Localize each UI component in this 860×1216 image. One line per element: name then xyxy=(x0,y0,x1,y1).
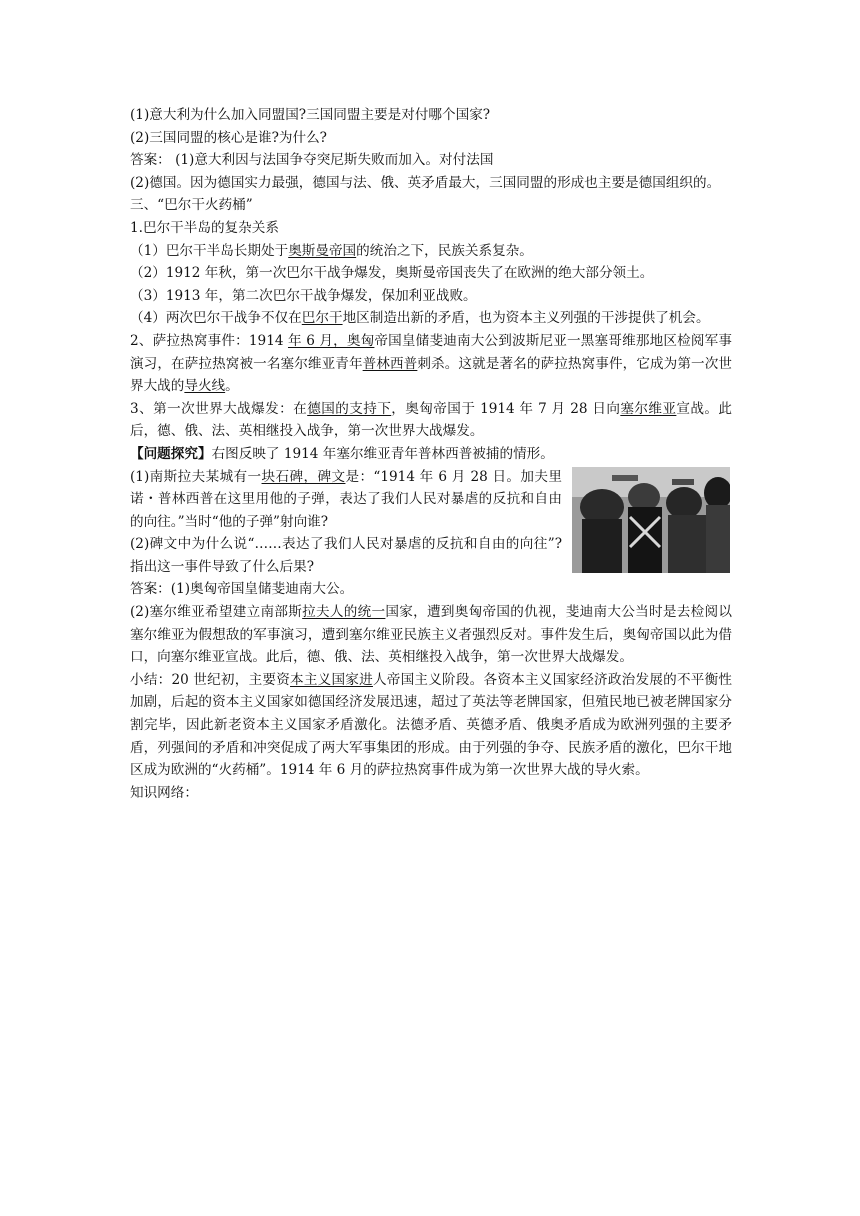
inquiry-answer-1: 答案：(1)奥匈帝国皇储斐迪南大公。 xyxy=(130,581,354,598)
underlined-term: 导火线 xyxy=(184,378,226,395)
underlined-term: 巴尔干 xyxy=(301,310,343,327)
answer-label: 答案： xyxy=(130,152,171,169)
question-2: (2)三国同盟的核心是谁?为什么? xyxy=(130,129,327,146)
underlined-term: 块石碑，碑文 xyxy=(261,468,346,485)
underlined-term: 德国的支持下 xyxy=(307,400,392,417)
answer-1: 答案： (1)意大利因与法国争夺突尼斯失败而加入。对付法国 xyxy=(130,152,494,169)
list-item: （4）两次巴尔干战争不仅在巴尔干地区制造出新的矛盾，也为资本主义列强的干涉提供了机会。 xyxy=(130,310,710,327)
underlined-term: 塞尔维亚 xyxy=(620,400,677,417)
inquiry-title: 【问题探究】右图反映了 1914 年塞尔维亚青年普林西普被捕的情形。 xyxy=(130,445,554,462)
section-heading: 三、“巴尔干火药桶” xyxy=(130,197,253,214)
underlined-term: 本主义国家进 xyxy=(290,671,373,688)
knowledge-network-label: 知识网络： xyxy=(130,784,198,801)
underlined-term: 拉夫人的统一 xyxy=(302,604,386,621)
underlined-term: 普林西普 xyxy=(362,355,418,372)
inquiry-question-1: (1)南斯拉夫某城有一块石碑，碑文是：“1914 年 6 月 28 日。加夫里诺・普林西普在这里用他的子弹，表达了我们人民对暴虐的反抗和自由的向往。”当时“他的子弹”射向谁? xyxy=(130,468,562,530)
inquiry-answer-2: (2)塞尔维亚希望建立南部斯拉夫人的统一国家，遭到奥匈帝国的仇视，斐迪南大公当时是去检阅以塞尔维亚为假想敌的军事演习，遭到塞尔维亚民族主义者强烈反对。事件发生后，奥匈帝国以此为借口，向塞尔维亚宣战。此后，德、俄、法、英相继投入战争，第一次世界大战爆发。 xyxy=(130,604,733,666)
list-item: （2）1912 年秋，第一次巴尔干战争爆发，奥斯曼帝国丧失了在欧洲的绝大部分领土。 xyxy=(130,265,654,282)
inquiry-question-2: (2)碑文中为什么说“……表达了我们人民对暴虐的反抗和自由的向往”?指出这一事件导致了什么后果? xyxy=(130,536,562,575)
subheading-balkan-relations: 1.巴尔干半岛的复杂关系 xyxy=(130,219,279,236)
inquiry-text xyxy=(130,466,562,579)
arrest-photo xyxy=(572,467,730,573)
sarajevo-paragraph: 2、萨拉热窝事件：1914 年 6 月，奥匈帝国皇储斐迪南大公到波斯尼亚一黑塞哥维那地区检阅军事演习，在萨拉热窝被一名塞尔维亚青年普林西普刺杀。这就是著名的萨拉热窝事件，它成为第一次世界大战的导火线。 xyxy=(130,332,733,395)
underlined-term: 年 6 月，奥匈 xyxy=(287,332,375,349)
list-item: （3）1913 年，第二次巴尔干战争爆发，保加利亚战败。 xyxy=(130,287,477,304)
wwi-outbreak-paragraph: 3、第一次世界大战爆发：在德国的支持下，奥匈帝国于 1914 年 7 月 28 日向塞尔维亚宣战。此后，德、俄、法、英相继投入战争，第一次世界大战爆发。 xyxy=(130,400,733,440)
answer-2: (2)德国。因为德国实力最强，德国与法、俄、英矛盾最大，三国同盟的形成也主要是德国组织的。 xyxy=(130,174,721,191)
inquiry-block xyxy=(130,466,732,579)
summary-paragraph: 小结：20 世纪初，主要资本主义国家进人帝国主义阶段。各资本主义国家经济政治发展的不平衡性加剧，后起的资本主义国家如德国经济发展迅速，超过了英法等老牌国家，但殖民地已被老牌国家分割完毕，因此新老资本主义国家矛盾激化。法德矛盾、英德矛盾、俄奥矛盾成为欧洲列强的主要矛盾，列强间的矛盾和冲突促成了两大军事集团的形成。由于列强的争夺、民族矛盾的激化，巴尔干地区成为欧洲的“火药桶”。1914 年 6 月的萨拉热窝事件成为第一次世界大战的导火索。 xyxy=(130,671,733,779)
document-page xyxy=(130,104,732,804)
underlined-term: 奥斯曼帝国 xyxy=(288,242,357,259)
question-1: (1)意大利为什么加入同盟国?三国同盟主要是对付哪个国家? xyxy=(130,107,491,123)
list-item: （1）巴尔干半岛长期处于奥斯曼帝国的统治之下，民族关系复杂。 xyxy=(130,242,533,259)
